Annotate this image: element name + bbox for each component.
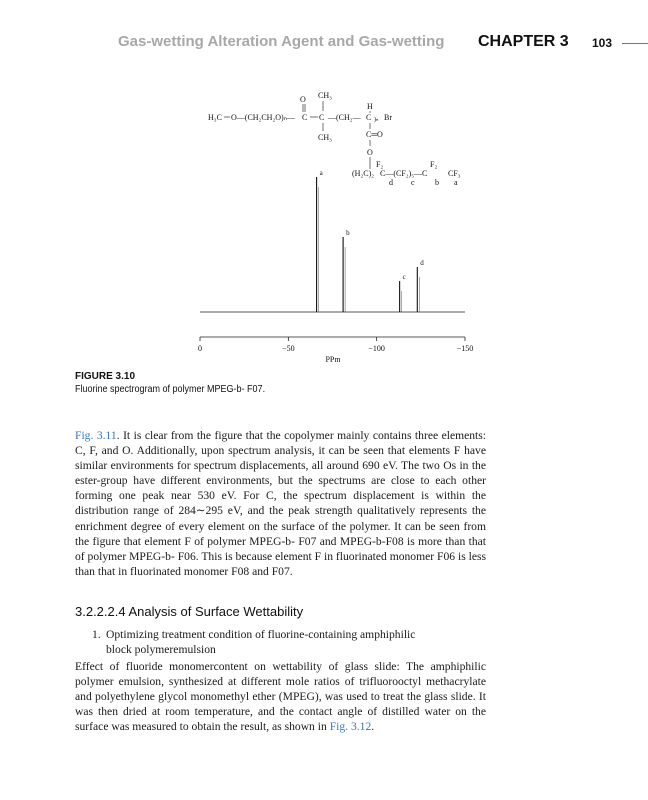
x-tick-label: −100 — [368, 344, 385, 353]
peak-label-c: c — [402, 273, 406, 281]
running-title: Gas-wetting Alteration Agent and Gas-wetting — [118, 33, 445, 50]
structure-c1: C — [302, 113, 308, 122]
fig-3-11-link[interactable]: Fig. 3.11 — [75, 429, 117, 442]
paragraph-1-text: . It is clear from the figure that the copolymer mainly contains three elements: C, F, and O. Additionally, upon spectrum analysis, it can be seen that elements F have similar environments for spectrum displacements, all around 690 eV. The two Os in the ester-group have different environments, but the spectrums are close to each other forming one peak near 530 eV. For C, the spectrum displacement is within the distribution range of 284∼295 eV, and the peak strength qualitatively represents the enrichment degree of every element on the surface of the polymer. It can be seen from the figure that element F of polymer MPEG-b- F07 and MPEG-b-F08 is more than that of polymer MPEG-b- F06. This is because element F in fluorinated monomer F06 is less than that in fluorinated monomer F08 and F07. — [75, 429, 487, 578]
structure-f2-left: F₂ — [376, 160, 384, 169]
header-rule — [622, 43, 648, 44]
x-axis-ticks — [198, 337, 473, 353]
structure-h: H — [367, 102, 373, 111]
structure-h3c: H₃C — [208, 113, 222, 122]
structure-c-eq-o: C═O — [366, 130, 383, 139]
section-heading: 3.2.2.2.4 Analysis of Surface Wettability — [75, 604, 304, 619]
peak-label-b: b — [346, 229, 350, 237]
fluorine-spectrum-chart — [190, 85, 480, 367]
chapter-label: CHAPTER 3 — [478, 33, 569, 50]
structure-h2c: (H₂C)₂ — [352, 169, 375, 178]
structure-letter-a: a — [454, 178, 458, 187]
list-item-text-1: Optimizing treatment condition of fluorine-containing amphiphilic — [106, 628, 416, 641]
structure-o-carbonyl: O — [300, 95, 306, 104]
svg-text:)ₙ: )ₙ — [374, 117, 379, 123]
figure-caption: Fluorine spectrogram of polymer MPEG-b- F07. — [75, 384, 266, 395]
structure-letter-b: b — [435, 178, 439, 187]
peak-label-d: d — [420, 259, 424, 267]
structure-br: Br — [384, 113, 392, 122]
figure-label: FIGURE 3.10 — [75, 371, 136, 382]
x-tick-label: −150 — [456, 344, 474, 353]
page-number: 103 — [592, 36, 613, 50]
chemical-structure — [208, 91, 461, 187]
x-tick-label: 0 — [198, 344, 202, 353]
body-paragraph-1 — [75, 428, 486, 579]
structure-ch2: —(CH₂— — [328, 113, 361, 122]
list-item-number: 1. — [92, 628, 101, 641]
structure-cf3: CF₃ — [448, 169, 461, 178]
structure-ch3-top: CH₃ — [318, 91, 332, 100]
fig-3-12-link[interactable]: Fig. 3.12 — [329, 720, 372, 734]
structure-ch3-bottom: CH₃ — [318, 133, 332, 142]
list-item — [92, 627, 486, 657]
body-paragraph-2 — [75, 659, 486, 734]
structure-cf2-chain: C—(CF₂)₅—C — [380, 169, 428, 178]
x-axis-label: PPm — [325, 355, 341, 364]
structure-peg: O—(CH₂CH₂O)ₙ— — [231, 113, 295, 122]
x-tick-label: −50 — [282, 344, 295, 353]
list-item-text-2: block polymeremulsion — [106, 643, 216, 656]
structure-c2: C — [319, 113, 325, 122]
paragraph-2-end: . — [371, 720, 375, 734]
structure-f2-right: F₂ — [430, 160, 438, 169]
peak-label-a: a — [319, 169, 323, 177]
paragraph-2-text: Effect of fluoride monomercontent on wettability of glass slide: The amphiphilic polymer emulsion, synthesized at different mole ratios of trifluorooctyl methacrylate and polyethylene glycol monomethyl ether (MPEG), was used to treat the glass slide. It was then dried at room temperature, and the contact angle of distilled water on the surface was measured to obtain the result, as shown in — [75, 660, 486, 734]
structure-letter-d: d — [389, 178, 393, 187]
structure-letter-c: c — [411, 178, 415, 187]
spectrum-peaks — [317, 169, 428, 312]
structure-o-ester: O — [367, 148, 373, 157]
structure-c3: C — [366, 113, 372, 122]
